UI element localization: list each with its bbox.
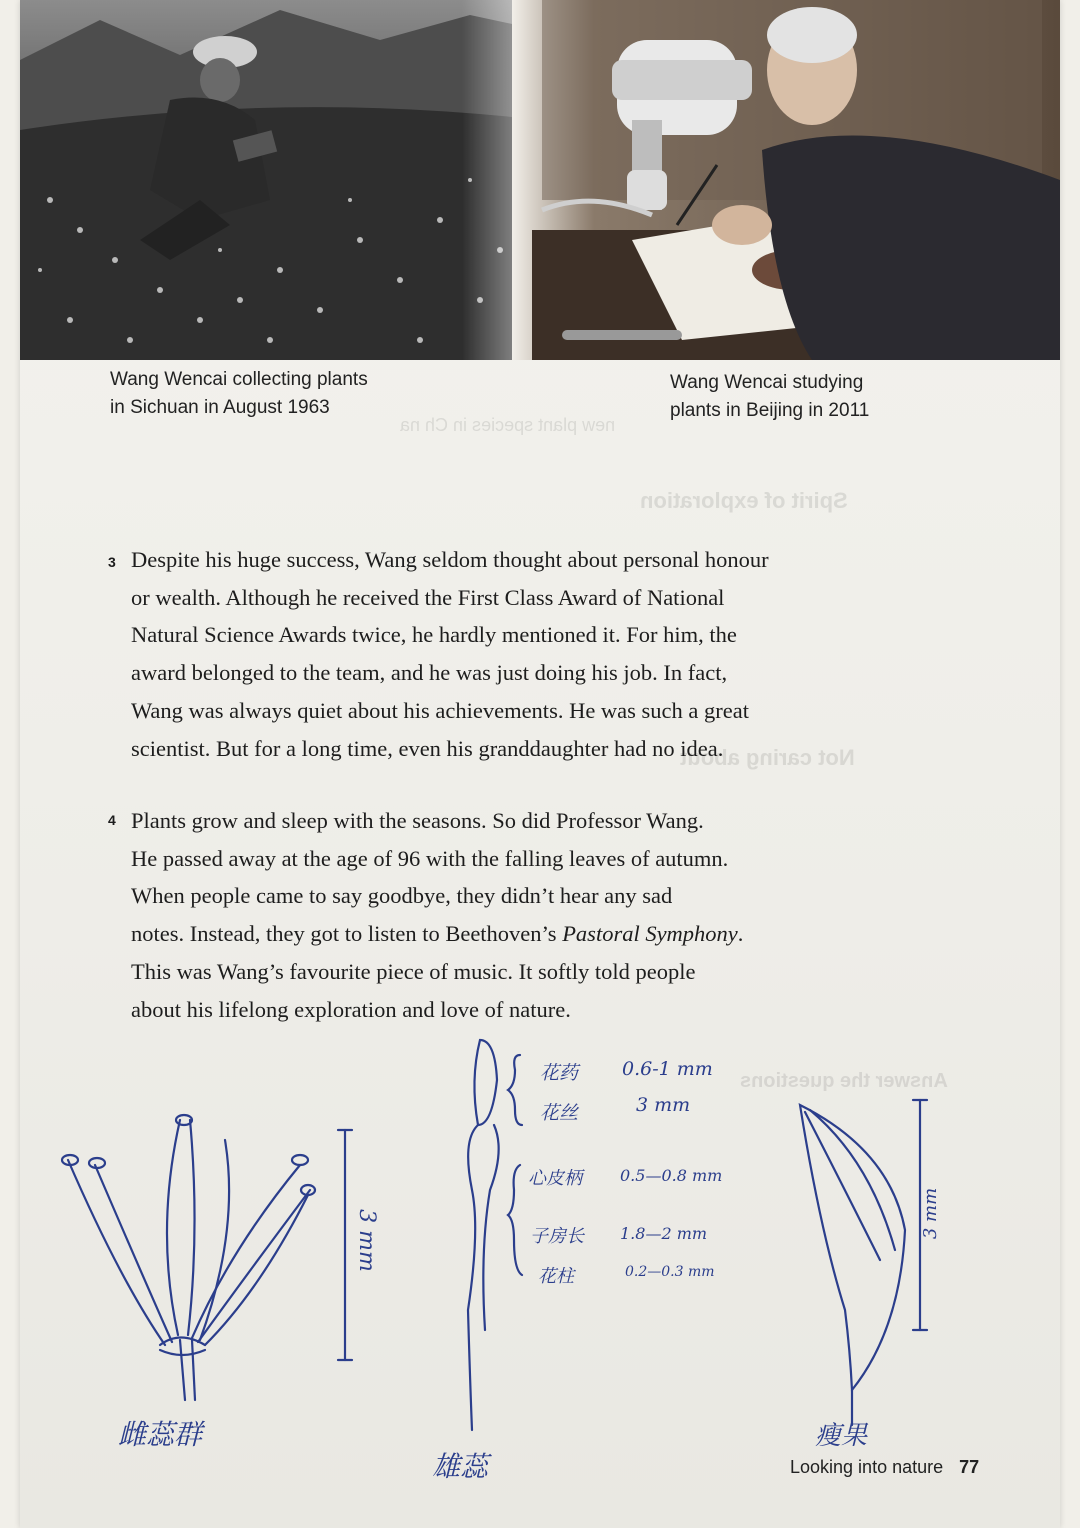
text-line: about his lifelong exploration and love of nature.: [131, 996, 571, 1022]
handwritten-scale-left: 3 mm: [353, 1209, 379, 1272]
paragraph-4: [131, 802, 891, 1028]
stamen-drawing: [468, 1040, 522, 1430]
paragraph-3: [131, 541, 891, 767]
text-line: award belonged to the team, and he was just doing his job. In fact,: [131, 660, 728, 686]
handwritten-style-value: 0.2—0.3 mm: [625, 1264, 715, 1280]
text-line: Despite his huge success, Wang seldom thought about personal honour: [131, 547, 769, 572]
handwritten-ovary-value: 1.8—2 mm: [620, 1224, 708, 1243]
text-line: He passed away at the age of 96 with the falling leaves of autumn.: [131, 845, 729, 871]
text-line: Plants grow and sleep with the seasons. So did Professor Wang.: [131, 808, 704, 833]
text-line: This was Wang’s favourite piece of music. It softly told people: [131, 958, 696, 984]
photo-caption-right: [670, 369, 990, 425]
handwritten-stalk-label: 心皮柄: [528, 1168, 582, 1189]
photo-studying-plants: [512, 0, 1060, 360]
music-title: Pastoral Symphony: [562, 921, 738, 947]
text-line: [131, 915, 891, 953]
handwritten-stalk-value: 0.5—0.8 mm: [620, 1166, 723, 1185]
pistil-cluster-drawing: [62, 1115, 352, 1400]
show-through-text: Spirit of exploration: [640, 488, 848, 513]
photo-collecting-plants: [20, 0, 540, 360]
paragraph-number: 3: [108, 554, 116, 570]
text-line: Natural Science Awards twice, he hardly mentioned it. For him, the: [131, 622, 737, 648]
text-segment: notes. Instead, they got to listen to Beethoven’s: [131, 921, 563, 947]
page-number: 77: [959, 1457, 980, 1477]
paragraph-number: 4: [108, 812, 116, 828]
handwritten-label-pistils: 雌蕊群: [118, 1418, 203, 1451]
handwritten-style-label: 花柱: [538, 1266, 574, 1287]
handwritten-filament-label: 花丝: [540, 1102, 579, 1124]
section-title: Looking into nature: [790, 1457, 944, 1477]
handwritten-anther-value: 0.6-1 mm: [622, 1058, 713, 1080]
caption-line: Wang Wencai studying: [670, 372, 864, 393]
text-line: Wang was always quiet about his achievements. He was such a great: [131, 697, 749, 723]
achene-drawing: [800, 1100, 927, 1425]
text-line: When people came to say goodbye, they didn’t hear any sad: [131, 883, 673, 909]
caption-line: Wang Wencai collecting plants: [110, 369, 368, 390]
show-through-text: Answer the questions: [740, 1070, 948, 1092]
photo-caption-left: [110, 366, 510, 422]
handwritten-ovary-label: 子房长: [530, 1226, 584, 1247]
page-footer: [790, 1457, 979, 1478]
caption-line: plants in Beijing in 2011: [670, 400, 870, 421]
handwritten-filament-value: 3 mm: [636, 1094, 691, 1116]
text-line: or wealth. Although he received the First Class Award of National: [131, 584, 725, 610]
text-line: scientist. But for a long time, even his granddaughter had no idea.: [131, 735, 724, 761]
handwritten-scale-right: 3 mm: [920, 1187, 942, 1240]
handwritten-anther-label: 花药: [540, 1062, 579, 1084]
handwritten-label-stamen: 雄蕊: [432, 1450, 489, 1483]
text-segment: .: [737, 921, 744, 947]
show-through-text: new plant species in Ch na: [400, 415, 616, 435]
handwritten-label-achene: 瘦果: [815, 1421, 868, 1451]
caption-line: in Sichuan in August 1963: [110, 397, 330, 418]
show-through-text: Not caring about: [680, 745, 855, 770]
